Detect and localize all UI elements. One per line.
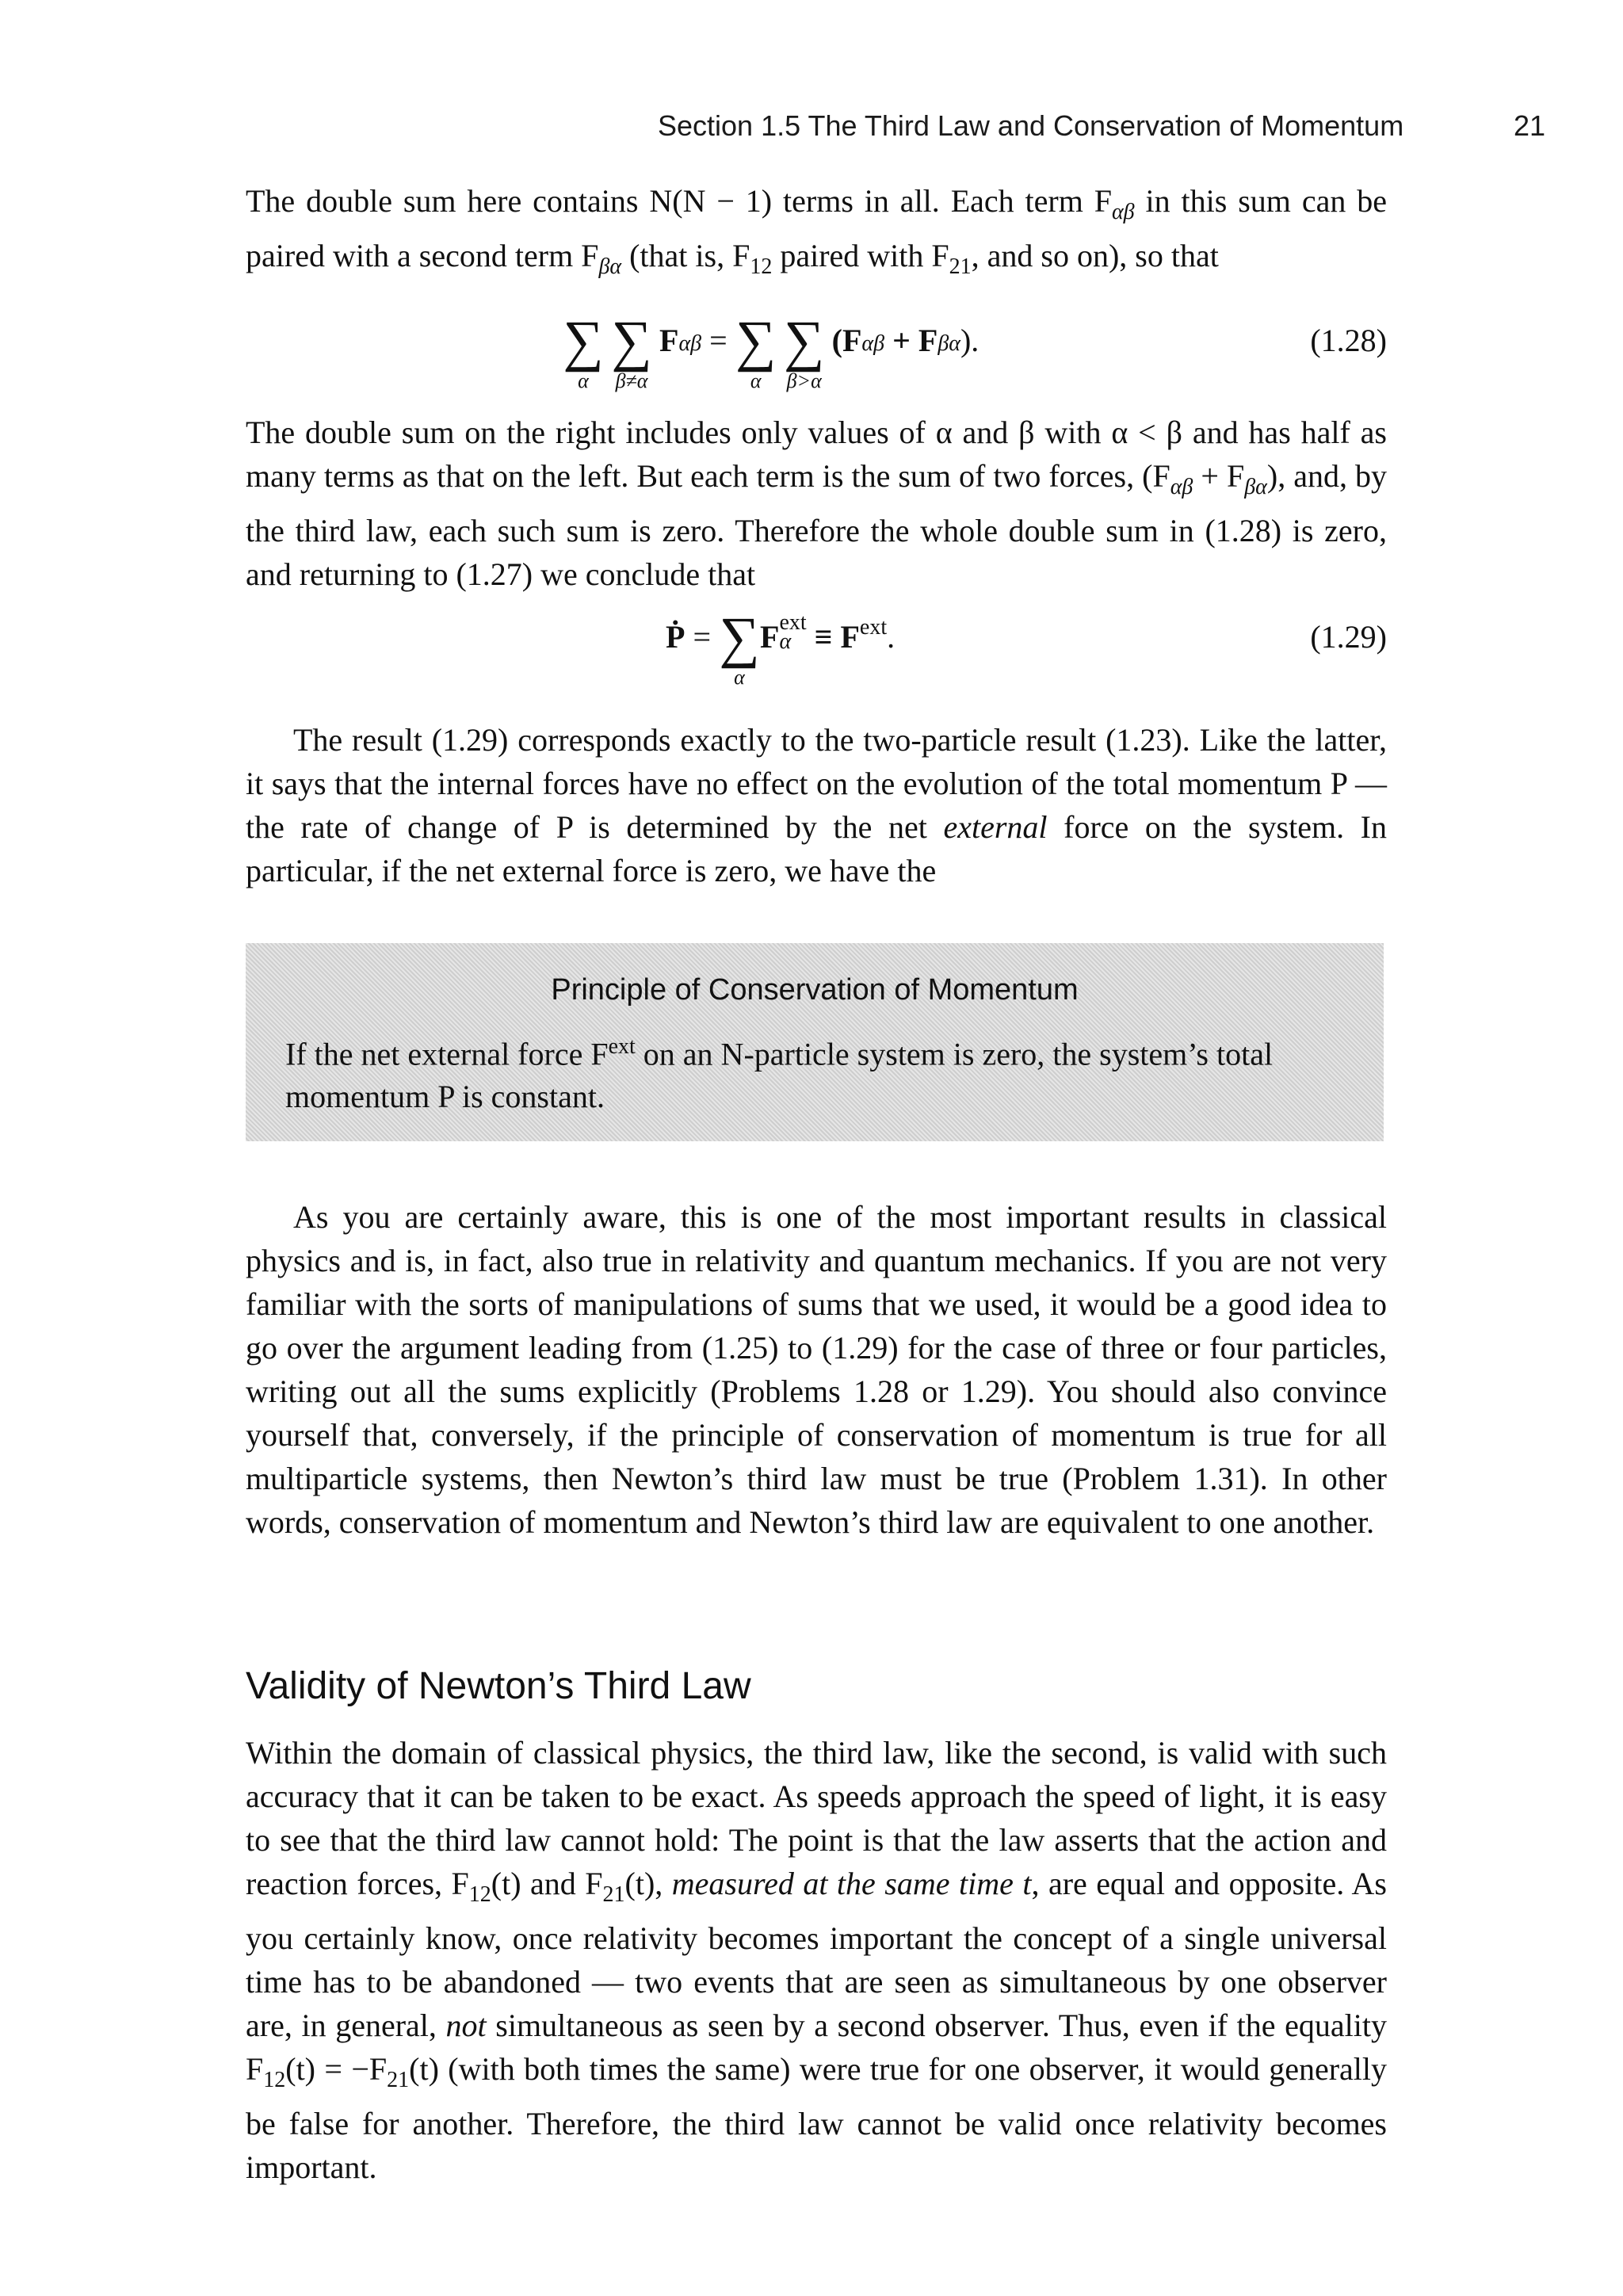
- paragraph-double-sum: [246, 179, 1387, 288]
- sum-symbol: ∑ β≠α: [611, 309, 652, 392]
- principle-callout-box: [246, 943, 1384, 1141]
- subscript: 12: [750, 254, 773, 279]
- force-term: + F: [884, 323, 938, 358]
- text-run: (t) = −F: [285, 2051, 388, 2087]
- subscript: βα: [1244, 475, 1267, 499]
- force-term: ≡ F: [806, 619, 860, 655]
- sum-symbol: ∑ α: [719, 606, 760, 689]
- subscript: 21: [602, 1882, 625, 1907]
- superscript: ext: [859, 615, 888, 640]
- text-run: simultaneous as seen by a second observer. Thus, even if the equality F: [246, 2008, 1387, 2087]
- text-run: The result (1.29) corresponds exactly to the two-particle result (1.23). Like the latter, it says that the internal forces have no effect on the evolution of the total momentum P — the rate of change of P is determined by the net: [246, 722, 1387, 845]
- page-number: 21: [1513, 109, 1545, 142]
- text-run: Within the domain of classical physics, the third law, like the second, is valid with such accuracy that it can be taken to be exact. As speeds approach the speed of light, it is easy to see that the third law cannot hold: The point is that the law asserts that the action and reaction forces, F: [246, 1735, 1387, 1901]
- subscript: αβ: [678, 331, 702, 356]
- equation-1-28: [246, 309, 1387, 412]
- paragraph-importance: As you are certainly aware, this is one of the most important results in classical physics and is, in fact, also true in relativity and quantum mechanics. If you are not very familiar with the sorts of manipulations of sums that we used, it would be a good idea to go over the argument leading from (1.25) to (1.29) for the case of three or four particles, writing out all the sums explicitly (Problems 1.28 or 1.29). You should also convince yourself that, conversely, if the principle of conservation of momentum is true for all multiparticle systems, then Newton’s third law must be true (Problem 1.31). In other words, conservation of momentum and Newton’s third law are equivalent to one another.: [246, 1199, 1387, 1540]
- momentum-derivative: Ṗ: [666, 619, 685, 655]
- equals-sign: =: [701, 323, 735, 358]
- section-title: Section 1.5 The Third Law and Conservation of Momentum: [658, 109, 1404, 142]
- text-run: (t) and F: [491, 1866, 603, 1901]
- force-term: (F: [831, 323, 862, 358]
- equals-sign: =: [685, 619, 719, 655]
- subscript: αβ: [861, 331, 885, 356]
- text-run: paired with F: [772, 238, 949, 273]
- subscript: 21: [949, 254, 972, 279]
- equation-number: (1.29): [1310, 619, 1387, 655]
- sum-symbol: ∑ α: [735, 309, 777, 392]
- subscript: 12: [468, 1882, 491, 1907]
- text-run: (t),: [624, 1866, 672, 1901]
- superscript: ext: [608, 1034, 636, 1059]
- sup-sub-stack: ext α: [779, 610, 807, 654]
- callout-text: [285, 1026, 1347, 1118]
- text-run: , are equal and opposite. As you certainly know, once relativity becomes important the concept of a single universal time has to be abandoned — two events that are seen as simultaneous by one observer are, in general,: [246, 1866, 1387, 2043]
- subscript: βα: [938, 331, 960, 356]
- text-run: The double sum on the right includes only values of α and β with α < β and has half as many terms as that on the left. But each term is the sum of two forces, (F: [246, 415, 1387, 494]
- sum-symbol: ∑ β>α: [783, 309, 825, 392]
- text-run: in this sum can be paired with a second term F: [246, 183, 1387, 273]
- text-run: + F: [1193, 458, 1245, 494]
- text-run: (that is, F: [621, 238, 750, 273]
- paragraph-validity: [246, 1731, 1387, 2189]
- subscript: 21: [387, 2068, 410, 2092]
- force-term: F: [760, 619, 780, 655]
- subscript: αβ: [1170, 475, 1193, 499]
- sum-symbol: ∑ α: [563, 309, 604, 392]
- text-run: The double sum here contains N(N − 1) terms in all. Each term F: [246, 183, 1112, 219]
- equation-body: [666, 606, 896, 690]
- subscript: 12: [263, 2068, 286, 2092]
- equation-number: (1.28): [1310, 323, 1387, 358]
- text-run: (t) (with both times the same) were true for one observer, it would generally be false for another. Therefore, the third law cannot be valid once relativity becomes important.: [246, 2051, 1388, 2185]
- text-run: on an N-particle system is zero, the system’s total momentum P is constant.: [285, 1036, 1274, 1115]
- paragraph-right-sum: [246, 411, 1387, 596]
- text-run: If the net external force F: [285, 1036, 609, 1072]
- text-run: ), and, by the third law, each such sum is zero. Therefore the whole double sum in (1.28) is zero, and returning to (1.27) we conclude that: [246, 458, 1388, 592]
- equation-body: [563, 309, 980, 393]
- emphasis: measured at the same time t: [671, 1866, 1032, 1901]
- force-term: F: [659, 323, 679, 358]
- subscript: βα: [598, 254, 622, 279]
- text-run: force on the system. In particular, if the net external force is zero, we have the: [246, 809, 1388, 888]
- callout-title: Principle of Conservation of Momentum: [551, 973, 1079, 1007]
- equation-1-29: [246, 606, 1387, 709]
- section-heading: Validity of Newton’s Third Law: [246, 1665, 751, 1707]
- emphasis: external: [943, 809, 1048, 845]
- emphasis: not: [445, 2008, 487, 2043]
- closing: ).: [960, 323, 980, 358]
- paragraph-result: [246, 718, 1387, 892]
- period: .: [887, 619, 896, 655]
- text-run: , and so on), so that: [971, 238, 1219, 273]
- subscript: αβ: [1111, 200, 1135, 224]
